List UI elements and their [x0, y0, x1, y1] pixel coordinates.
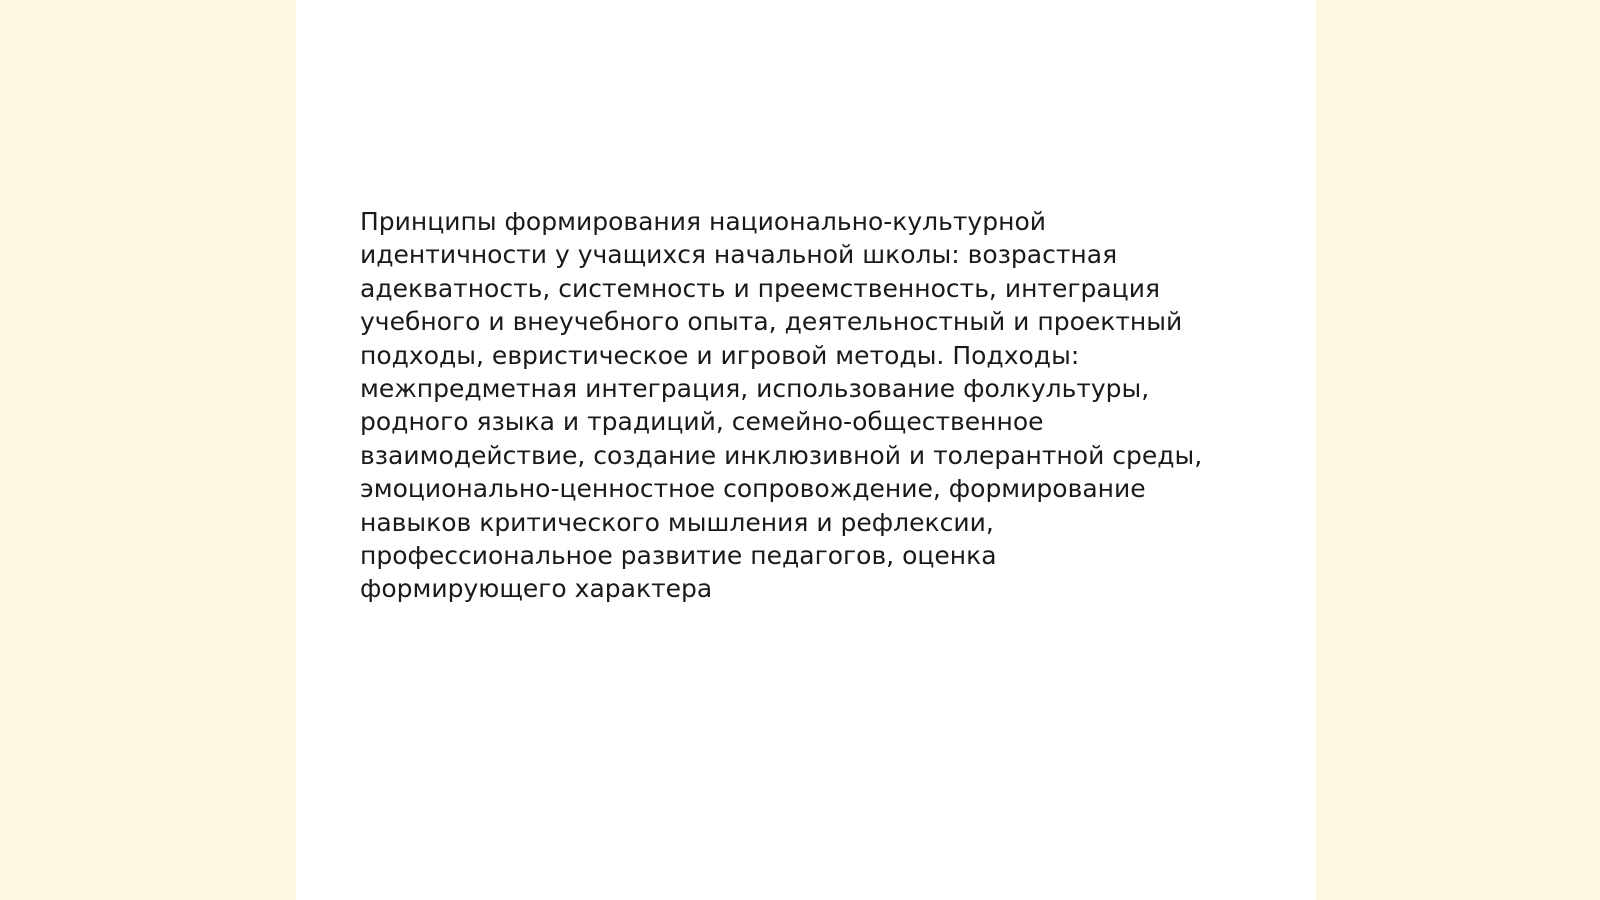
right-margin-panel: [1316, 0, 1600, 900]
text-line-12: формирующего характера: [360, 574, 713, 604]
document-page: [296, 0, 1316, 900]
text-line-3: адекватность, системность и преемственность, интеграция: [360, 273, 1160, 303]
text-line-8: взаимодействие, создание инклюзивной и толерантной среды,: [360, 440, 1203, 470]
text-line-9: эмоционально-ценностное сопровождение, формирование: [360, 474, 1146, 504]
text-line-4: учебного и внеучебного опыта, деятельностный и проектный: [360, 307, 1183, 337]
body-paragraph: [360, 205, 1260, 606]
text-line-1: Принципы формирования национально-культурной: [360, 207, 1046, 236]
text-line-5: подходы, евристическое и игровой методы. Подходы:: [360, 340, 1080, 370]
text-line-7: родного языка и традиций, семейно-общественное: [360, 407, 1044, 437]
text-line-10: навыков критического мышления и рефлексии,: [360, 507, 994, 537]
text-line-6: межпредметная интеграция, использование фолкультуры,: [360, 374, 1150, 404]
text-line-2: идентичности у учащихся начальной школы: возрастная: [360, 240, 1118, 270]
left-margin-panel: [0, 0, 296, 900]
text-line-11: профессиональное развитие педагогов, оценка: [360, 541, 997, 571]
